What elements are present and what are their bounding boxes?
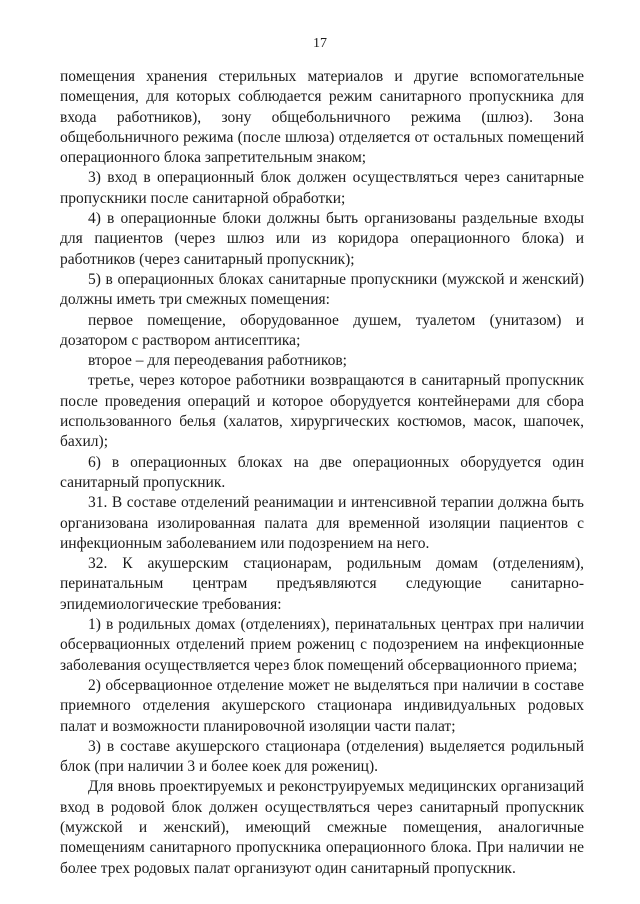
- paragraph-third-room: третье, через которое работники возвращаются в санитарный пропускник после проведения операций и которое оборудуется контейнерами для сбора использованного белья (халатов, хирургических костюмов, масок, шапочек, бахил);: [60, 372, 584, 451]
- document-body: [60, 67, 584, 879]
- paragraph-item-5: 5) в операционных блоках санитарные пропускники (мужской и женский) должны иметь три смежных помещения:: [60, 270, 584, 309]
- paragraph-32-item-1: 1) в родильных домах (отделениях), перинатальных центрах при наличии обсервационных отделений прием рожениц с подозрением на инфекционные заболевания осуществляется через блок помещений обсервационного приема;: [60, 616, 584, 674]
- paragraph-32-item-2: 2) обсервационное отделение может не выделяться при наличии в составе приемного отделения акушерского стационара индивидуальных родовых палат и возможности планировочной изоляции части палат;: [60, 676, 584, 735]
- paragraph-continuation: помещения хранения стерильных материалов и другие вспомогательные помещения, для которых соблюдается режим санитарного пропускника для входа работников), зону общебольничного режима (шлюз). Зона общебольничного режима (после шлюза) отделяется от остальных помещений операционного блока запретительным знаком;: [60, 68, 584, 167]
- paragraph-section-32: 32. К акушерским стационарам, родильным домам (отделениям), перинатальным центрам предъявляются следующие санитарно-эпидемиологические требования:: [60, 555, 584, 613]
- paragraph-32-item-3: 3) в составе акушерского стационара (отделения) выделяется родильный блок (при наличии 3 и более коек для рожениц).: [60, 737, 584, 776]
- paragraph-item-4: 4) в операционные блоки должны быть организованы раздельные входы для пациентов (через шлюз или из коридора операционного блока) и работников (через санитарный пропускник);: [60, 210, 584, 268]
- paragraph-new-construction: Для вновь проектируемых и реконструируемых медицинских организаций вход в родовой блок должен осуществляться через санитарный пропускник (мужской и женский), имеющий смежные помещения, аналогичные помещениям санитарного пропускника операционного блока. При наличии не более трех родовых палат организуют один санитарный пропускник.: [60, 778, 584, 877]
- page-number: 17: [313, 36, 327, 51]
- paragraph-first-room: первое помещение, оборудованное душем, туалетом (унитазом) и дозатором с раствором антисептика;: [60, 311, 584, 349]
- paragraph-section-31: 31. В составе отделений реанимации и интенсивной терапии должна быть организована изолированная палата для временной изоляции пациентов с инфекционным заболеванием или подозрением на него.: [60, 494, 584, 552]
- paragraph-item-3: 3) вход в операционный блок должен осуществляться через санитарные пропускники после санитарной обработки;: [60, 169, 584, 207]
- paragraph-item-6: 6) в операционных блоках на две операционных оборудуется один санитарный пропускник.: [60, 453, 584, 491]
- paragraph-second-room: второе – для переодевания работников;: [88, 352, 347, 370]
